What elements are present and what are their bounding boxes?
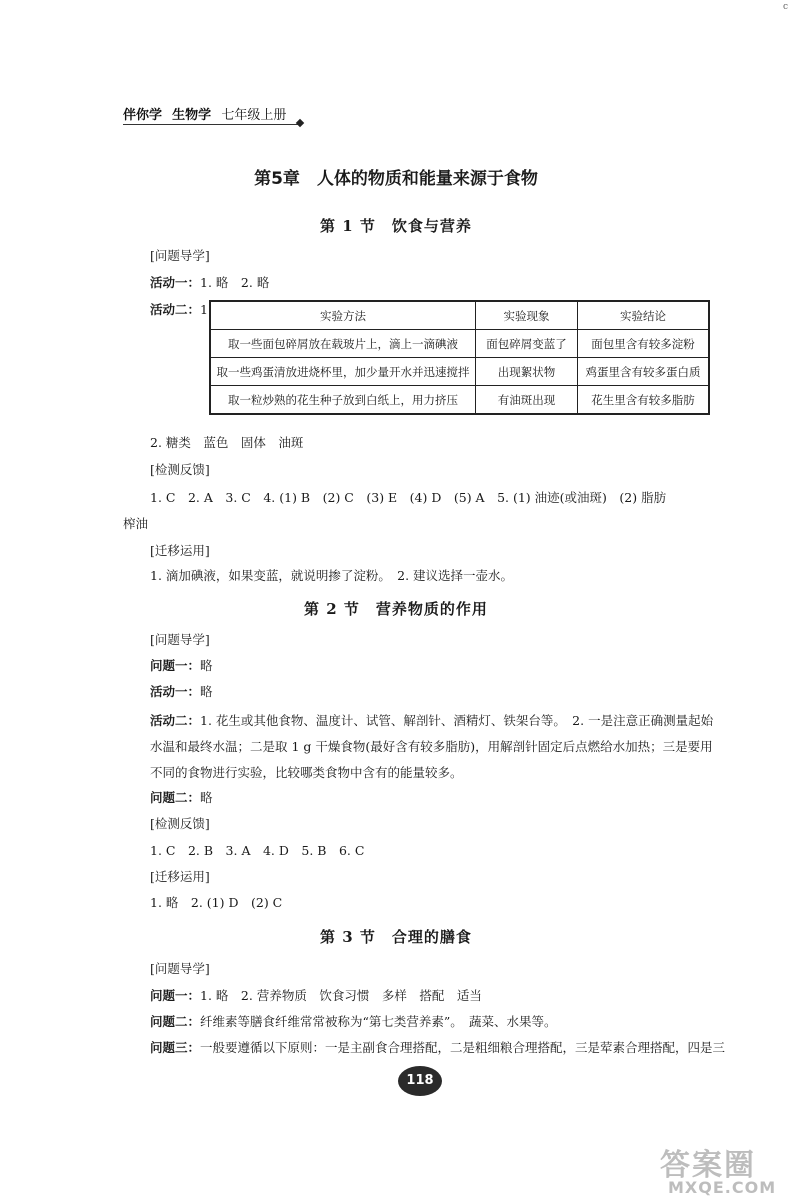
feedback-answers: 1. C 2. B 3. A 4. D 5. B 6. C (150, 843, 365, 858)
table-cell: 花生里含有较多脂肪 (578, 386, 710, 415)
tag-problem-guide: [问题导学] (150, 961, 210, 976)
table-header-cell: 实验结论 (578, 301, 710, 330)
activity-2-line (150, 300, 212, 318)
tag-feedback: [检测反馈] (150, 462, 210, 477)
question-3-line (150, 1038, 725, 1056)
table-row (210, 386, 709, 415)
experiment-table (209, 300, 710, 415)
activity-1-label: 活动一： (150, 684, 201, 699)
question-3-text: 一般要遵循以下原则：一是主副食合理搭配，二是粗细粮合理搭配，三是荤素合理搭配，四是三 (200, 1040, 726, 1055)
activity-2-text: 1. (200, 302, 212, 317)
table-header-cell: 实验现象 (476, 301, 578, 330)
header-brand: 伴你学 (123, 108, 163, 123)
question-2-label: 问题二： (150, 790, 201, 805)
activity-2-label: 活动二： (150, 713, 201, 728)
table-cell: 面包碎屑变蓝了 (476, 330, 578, 358)
corner-mark: c (782, 2, 788, 12)
header-diamond-icon (296, 119, 304, 127)
question-2-line (150, 788, 213, 806)
tag-problem-guide: [问题导学] (150, 248, 210, 263)
question-1-text: 1. 略 2. 营养物质 饮食习惯 多样 搭配 适当 (200, 988, 482, 1003)
activity-1-text: 1. 略 2. 略 (200, 275, 270, 290)
activity-2-label: 活动二： (150, 302, 201, 317)
question-2-line (150, 1012, 557, 1030)
question-2-text: 纤维素等膳食纤维常常被称为“第七类营养素”。 蔬菜、水果等。 (200, 1014, 557, 1029)
question-1-line (150, 656, 213, 674)
transfer-answers: 1. 滴加碘液，如果变蓝，就说明掺了淀粉。 2. 建议选择一壶水。 (150, 568, 514, 583)
question-1-text: 略 (200, 658, 213, 673)
header-grade: 七年级上册 (221, 108, 287, 123)
table-header-row (210, 301, 709, 330)
activity-2-text: 1. 花生或其他食物、温度计、试管、解剖针、酒精灯、铁架台等。 2. 一是注意正确测量起始水温和最终水温；二是取 1 g 干燥食物(最好含有较多脂肪)，用解剖针固定后点燃给水加热；三是要用不同的食物进行实验，比较哪类食物中含有的能量较多。 (150, 713, 714, 780)
table-cell: 面包里含有较多淀粉 (578, 330, 710, 358)
header-subject: 生物学 (172, 108, 212, 123)
question-1-label: 问题一： (150, 988, 201, 1003)
page-number-badge: 118 (398, 1066, 442, 1096)
watermark-logo (620, 1140, 790, 1196)
table-cell: 取一粒炒熟的花生种子放到白纸上，用力挤压 (210, 386, 476, 415)
table-header-cell: 实验方法 (210, 301, 476, 330)
activity-2-paragraph (150, 708, 722, 786)
section-title-1: 第 1 节 饮食与营养 (320, 217, 472, 235)
tag-feedback: [检测反馈] (150, 816, 210, 831)
activity-1-text: 略 (200, 684, 213, 699)
tag-transfer: [迁移运用] (150, 869, 210, 884)
table-cell: 取一些面包碎屑放在载玻片上，滴上一滴碘液 (210, 330, 476, 358)
activity-1-line (150, 682, 213, 700)
activity-1-label: 活动一： (150, 275, 201, 290)
table-row (210, 358, 709, 386)
section-title-2: 第 2 节 营养物质的作用 (304, 600, 488, 618)
watermark-main: 答案圈 (660, 1148, 756, 1183)
activity-2-item-2: 2. 糖类 蓝色 固体 油斑 (150, 435, 304, 450)
question-1-line (150, 986, 482, 1004)
transfer-answers: 1. 略 2. (1) D (2) C (150, 895, 283, 910)
question-1-label: 问题一： (150, 658, 201, 673)
running-header (123, 104, 286, 123)
chapter-title: 第5章 人体的物质和能量来源于食物 (254, 169, 538, 189)
question-2-text: 略 (200, 790, 213, 805)
activity-1-line (150, 273, 269, 291)
feedback-answers: 1. C 2. A 3. C 4. (1) B (2) C (3) E (4) D (5) A 5. (1) 油迹(或油斑) (2) 脂肪 (150, 490, 667, 505)
table-row (210, 330, 709, 358)
question-3-label: 问题三： (150, 1040, 201, 1055)
feedback-answers-cont: 榨油 (123, 516, 149, 531)
table-cell: 有油斑出现 (476, 386, 578, 415)
watermark-url: MXQE.COM (668, 1178, 777, 1197)
tag-transfer: [迁移运用] (150, 543, 210, 558)
tag-problem-guide: [问题导学] (150, 632, 210, 647)
header-rule (123, 124, 299, 125)
table-cell: 取一些鸡蛋清放进烧杯里，加少量开水并迅速搅拌 (210, 358, 476, 386)
table-cell: 鸡蛋里含有较多蛋白质 (578, 358, 710, 386)
question-2-label: 问题二： (150, 1014, 201, 1029)
table-cell: 出现絮状物 (476, 358, 578, 386)
section-title-3: 第 3 节 合理的膳食 (320, 928, 472, 946)
